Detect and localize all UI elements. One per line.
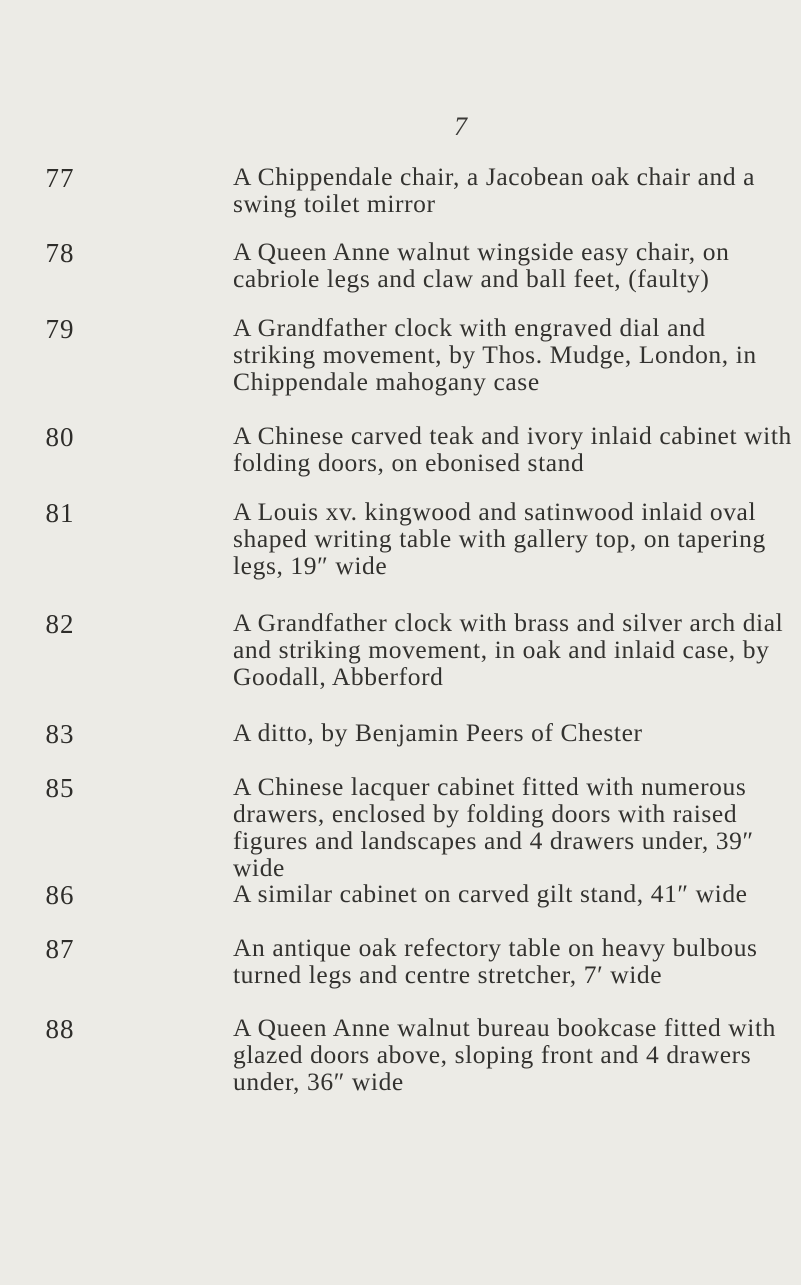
lot-number: 83 bbox=[45, 719, 75, 749]
lot-description: A Grandfather clock with brass and silver arch dial and striking movement, in oak and inlaid case, by Goodall, Abberford bbox=[233, 608, 784, 691]
lot-number: 88 bbox=[45, 1014, 75, 1044]
lot-number: 81 bbox=[45, 498, 75, 528]
lot-description: An antique oak refectory table on heavy bulbous turned legs and centre stretcher, 7′ wide bbox=[233, 933, 758, 989]
lot-number: 82 bbox=[45, 609, 75, 639]
page-number: 7 bbox=[454, 112, 467, 141]
lot-description: A Queen Anne walnut wingside easy chair, on cabriole legs and claw and ball feet, (faulty) bbox=[233, 237, 730, 293]
lot-description: A Louis xv. kingwood and satinwood inlaid oval shaped writing table with gallery top, on tapering legs, 19″ wide bbox=[233, 497, 766, 580]
lot-number: 87 bbox=[45, 934, 75, 964]
lot-description: A Chippendale chair, a Jacobean oak chair and a swing toilet mirror bbox=[233, 162, 756, 218]
lot-number: 80 bbox=[45, 422, 75, 452]
lot-number: 78 bbox=[45, 238, 75, 268]
lot-description: A Grandfather clock with engraved dial and striking movement, by Thos. Mudge, London, in Chippendale mahogany case bbox=[233, 313, 757, 396]
lot-description: A Queen Anne walnut bureau bookcase fitted with glazed doors above, sloping front and 4 drawers under, 36″ wide bbox=[233, 1013, 777, 1096]
lot-description: A Chinese lacquer cabinet fitted with numerous drawers, enclosed by folding doors with raised figures and landscapes and 4 drawers under, 39″ wide bbox=[233, 772, 754, 882]
lot-number: 85 bbox=[45, 773, 75, 803]
lot-number: 86 bbox=[45, 880, 75, 910]
lot-number: 79 bbox=[45, 314, 75, 344]
lot-description: A ditto, by Benjamin Peers of Chester bbox=[233, 718, 643, 747]
lot-number: 77 bbox=[45, 163, 75, 193]
lot-description: A Chinese carved teak and ivory inlaid cabinet with folding doors, on ebonised stand bbox=[233, 421, 792, 477]
lot-description: A similar cabinet on carved gilt stand, 41″ wide bbox=[233, 879, 748, 908]
